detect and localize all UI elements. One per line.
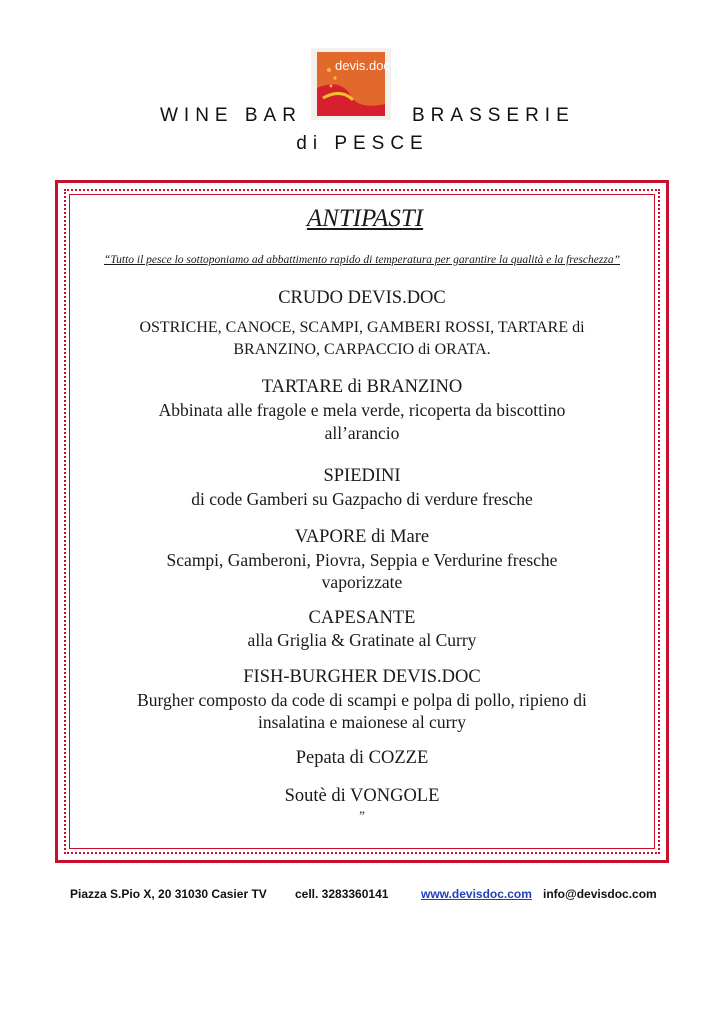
item-desc: Scampi, Gamberoni, Piovra, Seppia e Verdurine fresche xyxy=(166,550,558,570)
item-desc: vaporizzate xyxy=(321,572,403,592)
item-desc: Abbinata alle fragole e mela verde, ricoperta da biscottino xyxy=(158,400,566,420)
item-name: SPIEDINI xyxy=(323,466,401,486)
item-desc: di code Gamberi su Gazpacho di verdure fresche xyxy=(191,489,533,509)
header-wine-bar: WINE BAR xyxy=(160,105,302,126)
item-desc: Burgher composto da code di scampi e polpa di pollo, ripieno di xyxy=(137,690,587,710)
devisdoc-logo xyxy=(311,48,391,120)
item-name: FISH-BURGHER DEVIS.DOC xyxy=(243,667,481,687)
footer-email: info@devisdoc.com xyxy=(543,887,657,901)
closing-quote: ” xyxy=(359,808,365,823)
item-desc: OSTRICHE, CANOCE, SCAMPI, GAMBERI ROSSI, TARTARE di xyxy=(139,319,585,336)
item-desc: BRANZINO, CARPACCIO di ORATA. xyxy=(233,341,491,358)
header-brasserie: BRASSERIE xyxy=(412,105,575,126)
footer xyxy=(0,887,725,907)
footer-address: Piazza S.Pio X, 20 31030 Casier TV xyxy=(70,887,267,901)
menu-title: ANTIPASTI xyxy=(306,205,424,232)
item-desc: alla Griglia & Gratinate al Curry xyxy=(247,630,477,650)
menu-note: “Tutto il pesce lo sottoponiamo ad abbattimento rapido di temperatura per garantire la qualità e la freschezza” xyxy=(103,254,620,266)
item-name: VAPORE di Mare xyxy=(294,527,430,547)
menu-content xyxy=(55,180,669,863)
item-desc: all’arancio xyxy=(324,423,400,443)
item-name: TARTARE di BRANZINO xyxy=(261,377,463,397)
footer-website-link[interactable]: www.devisdoc.com xyxy=(421,887,532,901)
logo-text: devis.doc xyxy=(335,58,390,73)
header-di-pesce: di PESCE xyxy=(296,133,429,154)
item-name: CAPESANTE xyxy=(308,608,416,628)
item-desc: insalatina e maionese al curry xyxy=(258,712,466,732)
footer-phone: cell. 3283360141 xyxy=(295,887,389,901)
item-name: Pepata di COZZE xyxy=(295,748,429,768)
item-name: Soutè di VONGOLE xyxy=(284,786,440,806)
item-name: CRUDO DEVIS.DOC xyxy=(278,288,446,308)
